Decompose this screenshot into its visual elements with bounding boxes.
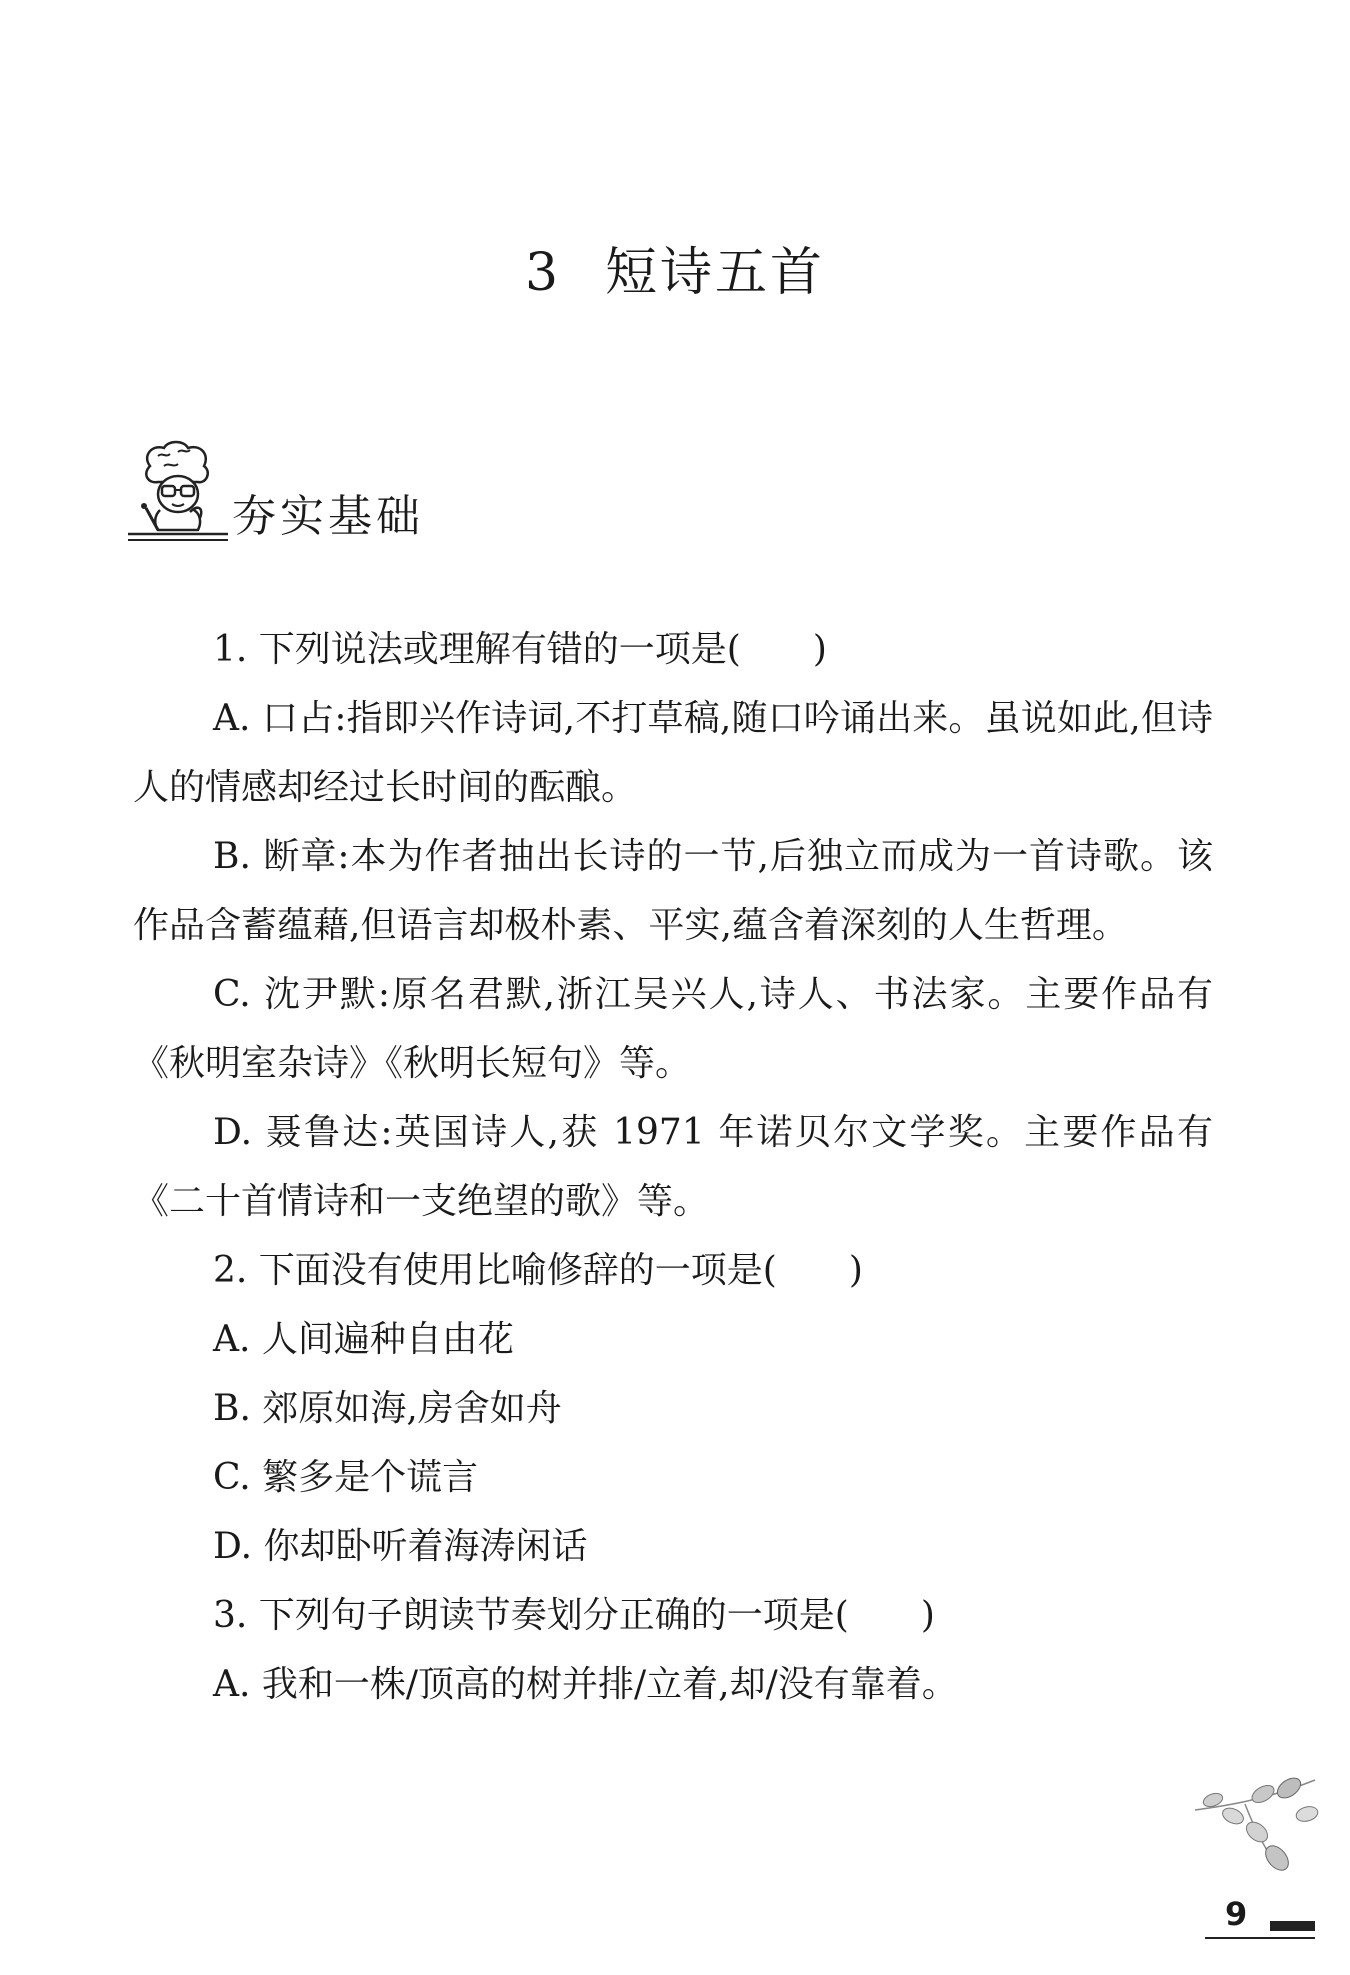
lesson-number: 3 <box>524 243 562 303</box>
question-option: A. 人间遍种自由花 <box>213 1319 514 1360</box>
section-title: 夯实基础 <box>232 491 424 542</box>
reading-student-icon <box>128 438 228 548</box>
question-stem: 3. 下列句子朗读节奏划分正确的一项是( ) <box>213 1595 935 1636</box>
question-option: D. 聂鲁达:英国诗人,获 1971 年诺贝尔文学奖。主要作品有《二十首情诗和一支绝望的歌》等。 <box>133 1112 1213 1222</box>
question-list <box>133 615 1213 1719</box>
question-option: C. 繁多是个谎言 <box>213 1457 479 1498</box>
page-title <box>0 230 1350 305</box>
leaf-branch-icon <box>1185 1770 1325 1890</box>
page-number-rule <box>1205 1937 1315 1939</box>
page-footer <box>1205 1895 1315 1945</box>
question-stem: 1. 下列说法或理解有错的一项是( ) <box>213 629 827 670</box>
question-option: A. 我和一株/顶高的树并排/立着,却/没有靠着。 <box>213 1664 958 1705</box>
question-option: A. 口占:指即兴作诗词,不打草稿,随口吟诵出来。虽说如此,但诗人的情感却经过长时间的酝酿。 <box>133 698 1213 808</box>
page-number: 9 <box>1225 1895 1248 1933</box>
question-option: B. 郊原如海,房舍如舟 <box>213 1388 562 1429</box>
page-number-bar <box>1270 1921 1315 1931</box>
question-option: C. 沈尹默:原名君默,浙江吴兴人,诗人、书法家。主要作品有《秋明室杂诗》《秋明长短句》等。 <box>133 974 1213 1084</box>
section-header <box>128 438 458 548</box>
lesson-title: 短诗五首 <box>605 243 826 303</box>
question-option: B. 断章:本为作者抽出长诗的一节,后独立而成为一首诗歌。该作品含蓄蕴藉,但语言却极朴素、平实,蕴含着深刻的人生哲理。 <box>133 836 1213 946</box>
question-option: D. 你却卧听着海涛闲话 <box>213 1526 588 1567</box>
question-stem: 2. 下面没有使用比喻修辞的一项是( ) <box>213 1250 863 1291</box>
